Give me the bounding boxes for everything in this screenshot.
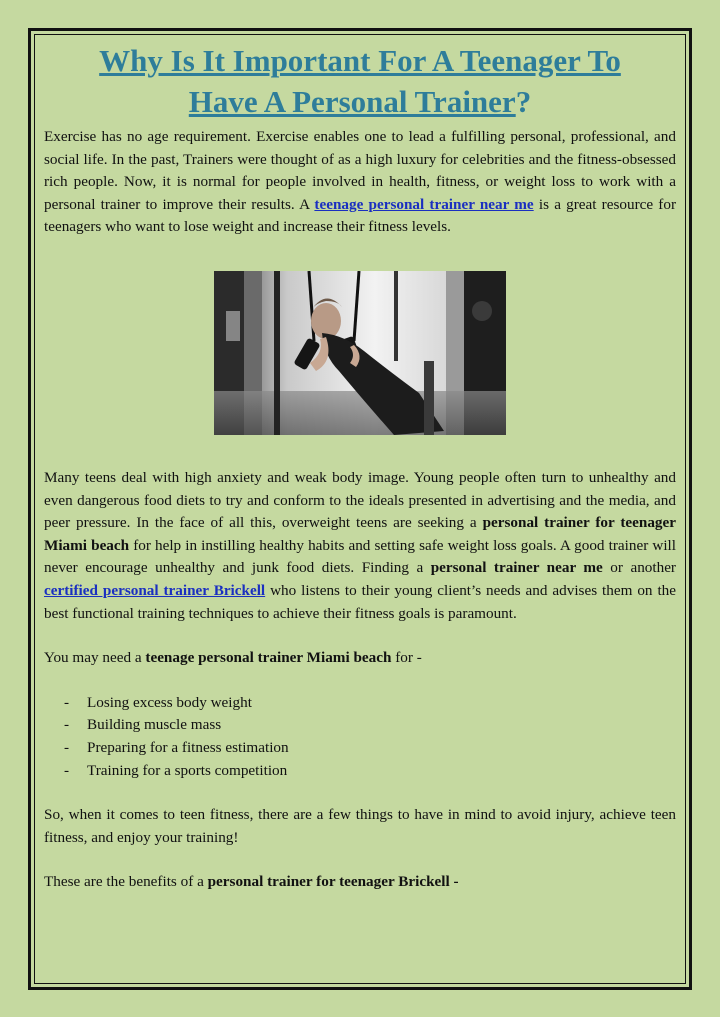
teen-fitness-paragraph: So, when it comes to teen fitness, there are a few things to have in mind to avoid injury, achieve teen fitness, and enjoy your training! (44, 806, 676, 846)
need-text-2: for - (391, 649, 422, 667)
document-body (44, 40, 676, 894)
list-item-text: Building muscle mass (87, 716, 222, 734)
intro-text-after: is a great resource for teenagers who want to lose weight and increase their fitness levels. (44, 195, 677, 236)
reasons-list (44, 692, 676, 782)
list-item (44, 714, 676, 737)
benefits-paragraph (44, 871, 676, 894)
keyword-teenage-miami: teenage personal trainer Miami beach (145, 649, 392, 667)
keyword-brickell: personal trainer for teenager Brickell - (207, 873, 459, 891)
trainer-photo (214, 271, 506, 435)
list-item (44, 692, 676, 715)
certified-trainer-brickell-link[interactable]: certified personal trainer Brickell (44, 581, 266, 599)
anxiety-paragraph (44, 467, 676, 625)
title-question-mark: ? (515, 84, 532, 119)
photo-container (44, 239, 676, 467)
keyword-near-me: personal trainer near me (430, 559, 603, 577)
title-line-2: Have A Personal Trainer (188, 84, 516, 119)
spacer (44, 670, 676, 692)
anxiety-text-2: for help in instilling healthy habits and setting safe weight loss goals. A good trainer will never encourage unhealthy and junk food diets. Finding a (44, 536, 676, 577)
intro-paragraph (44, 126, 676, 239)
teenage-trainer-link[interactable]: teenage personal trainer near me (314, 195, 534, 213)
spacer (44, 782, 676, 804)
need-text-1: You may need a (44, 649, 146, 667)
keyword-miami-beach: personal trainer for teenager Miami beach (44, 514, 677, 554)
list-item (44, 760, 676, 783)
intro-text: Exercise has no age requirement. Exercise enables one to lead a fulfilling personal, professional, and social life. In the past, Trainers were thought of as a high luxury for celebrities and the fitness-obsessed rich people. Now, it is normal for people involved in health, fitness, or weight loss to work with a personal trainer to improve their results. A (44, 128, 676, 213)
list-dash: - (64, 693, 70, 711)
anxiety-text-4: who listens to their young client’s needs and advises them on the best functional training techniques to achieve their fitness goals is paramount. (44, 581, 676, 622)
spacer (44, 625, 676, 647)
anxiety-text-1: Many teens deal with high anxiety and weak body image. Young people often turn to unhealthy and even dangerous food diets to try and conform to the ideals presented in advertising and the media, and peer pressure. In the face of all this, overweight teens are seeking a (44, 468, 676, 532)
list-item-text: Training for a sports competition (87, 761, 288, 779)
list-dash: - (64, 761, 70, 779)
need-paragraph (44, 647, 676, 670)
list-dash: - (64, 716, 70, 734)
list-dash: - (64, 738, 70, 756)
benefits-text: These are the benefits of a (44, 873, 208, 891)
list-item (44, 737, 676, 760)
list-item-text: Losing excess body weight (87, 693, 252, 711)
spacer (44, 849, 676, 871)
title-line-1: Why Is It Important For A Teenager To (99, 43, 621, 78)
list-item-text: Preparing for a fitness estimation (87, 738, 289, 756)
page-title (44, 40, 676, 122)
anxiety-text-3: or another (602, 559, 676, 577)
